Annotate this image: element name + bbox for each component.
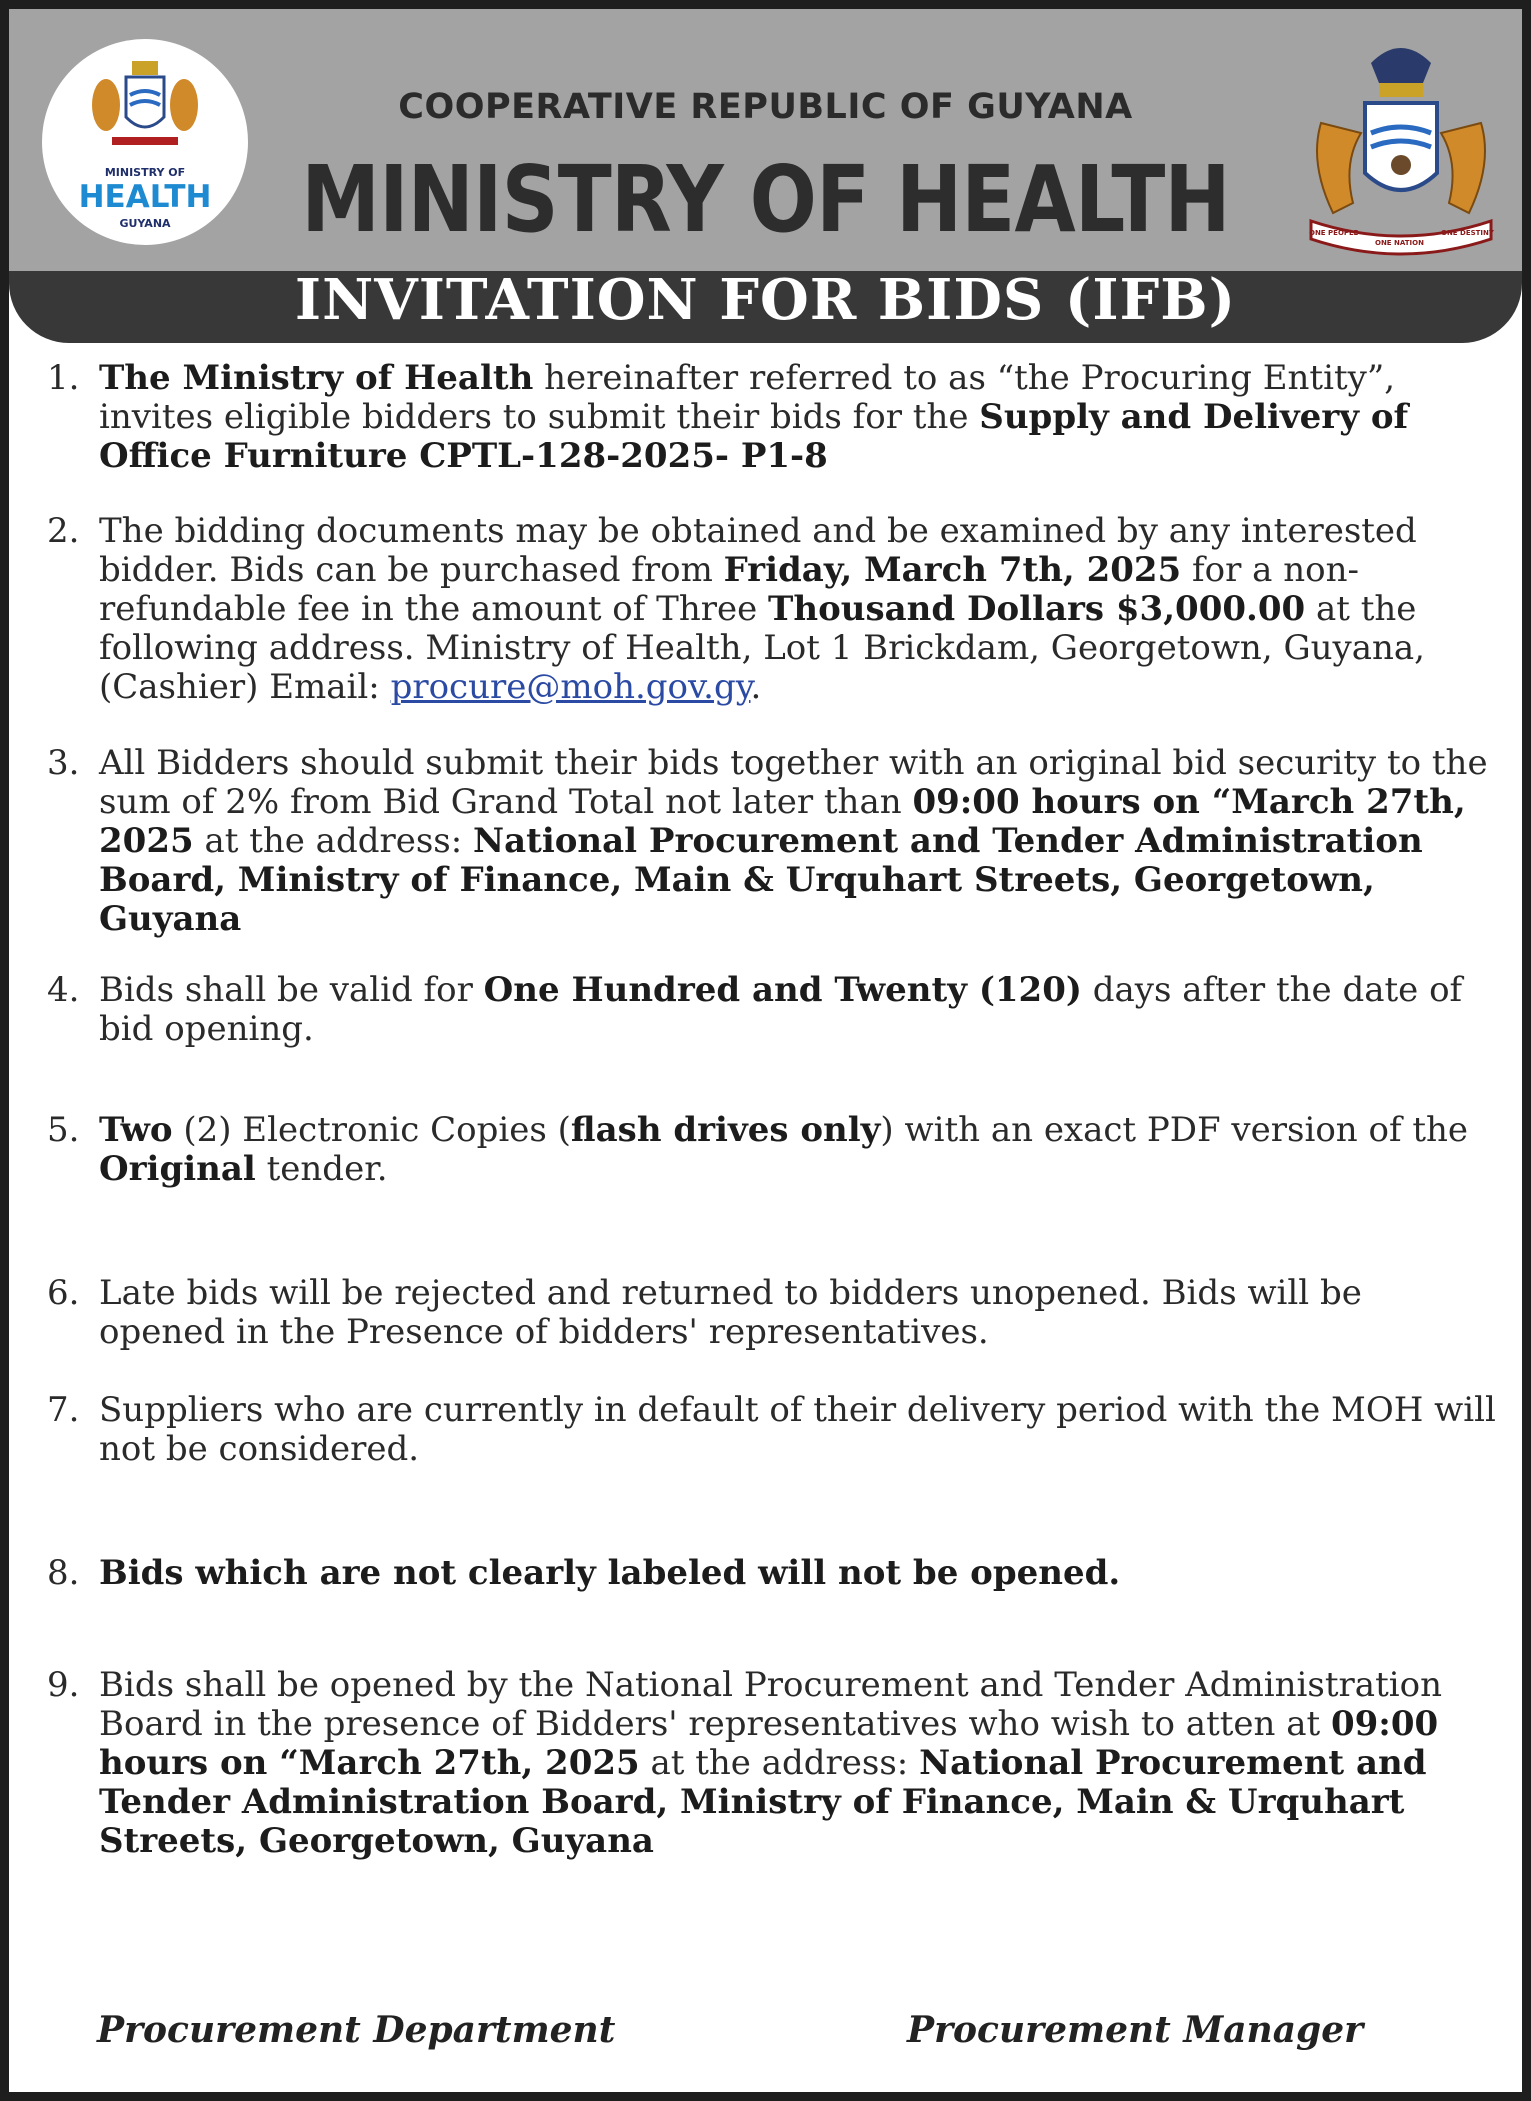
emphasis-text: National Procurement and Tender Administration Board, Ministry of Finance, Main & Urquhart Streets, Georgetown, Guyana: [99, 1743, 1427, 1861]
emphasis-text: 09:00 hours on “March 27th, 2025: [99, 782, 1466, 861]
emphasis-text: Thousand Dollars $3,000.00: [768, 589, 1306, 629]
logo-health-text: HEALTH: [78, 179, 212, 215]
emphasis-text: National Procurement and Tender Administration Board, Ministry of Finance, Main & Urquhart Streets, Georgetown, Guyana: [99, 821, 1423, 939]
motto-1: ONE PEOPLE: [1309, 229, 1359, 237]
coat-of-arms-icon: [1291, 33, 1511, 261]
coat-of-arms: [1291, 33, 1511, 261]
item-text: [99, 1554, 1497, 1593]
body-text: Late bids will be rejected and returned to bidders unopened. Bids will be opened in the Presence of bidders' representatives.: [99, 1273, 1362, 1352]
item-text: [99, 512, 1497, 707]
body-text: ) with an exact PDF version of the: [880, 1110, 1469, 1150]
emphasis-text: Two: [99, 1110, 173, 1150]
item-number: 7.: [47, 1390, 80, 1430]
ministry-title: MINISTRY OF HEALTH: [301, 146, 1230, 253]
item-number: 6.: [47, 1273, 80, 1313]
body-text: Bids shall be valid for: [99, 970, 484, 1010]
item-text: [99, 744, 1497, 939]
body-text: The bidding documents may be obtained and be examined by any interested bidder. Bids can be purchased from: [99, 511, 1417, 590]
item-text: [99, 1666, 1497, 1861]
body-text: Bids shall be opened by the National Procurement and Tender Administration Board in the presence of Bidders' representatives who wish to atten at: [99, 1665, 1442, 1744]
item-number: 4.: [47, 970, 80, 1010]
body-text: hereinafter referred to as “the Procuring Entity”, invites eligible bidders to submit their bids for the: [99, 358, 1396, 437]
item-number: 5.: [47, 1110, 80, 1150]
country-title: COOPERATIVE REPUBLIC OF GUYANA: [398, 87, 1133, 127]
item-number: 1.: [47, 358, 80, 398]
item-text: [99, 971, 1497, 1049]
item-number: 8.: [47, 1553, 80, 1593]
body-text: at the address:: [639, 1743, 920, 1783]
body-text: All Bidders should submit their bids together with an original bid security to the sum of 2% from Bid Grand Total not later than: [99, 743, 1488, 822]
emphasis-text: Supply and Delivery of Office Furniture CPTL-128-2025- P1-8: [99, 397, 1409, 476]
item-number: 3.: [47, 743, 80, 783]
emphasis-text: flash drives only: [570, 1110, 881, 1150]
emphasis-text: Bids which are not clearly labeled will not be opened.: [99, 1553, 1121, 1593]
emphasis-text: Original: [99, 1149, 256, 1189]
body-text: tender.: [255, 1149, 388, 1189]
header: [9, 9, 1522, 271]
emphasis-text: 09:00 hours on “March 27th, 2025: [99, 1704, 1439, 1783]
item-text: [99, 1274, 1497, 1352]
body-text: at the address:: [193, 821, 474, 861]
email-link[interactable]: procure@moh.gov.gy: [390, 667, 751, 707]
item-text: [99, 1111, 1497, 1189]
item-text: [99, 1391, 1497, 1469]
logo-top-text: MINISTRY OF: [104, 166, 186, 179]
motto-2: ONE NATION: [1375, 239, 1424, 247]
item-number: 2.: [47, 511, 80, 551]
item-number: 9.: [47, 1665, 80, 1705]
body-text: Suppliers who are currently in default of their delivery period with the MOH will not be considered.: [99, 1390, 1496, 1469]
item-text: [99, 359, 1497, 476]
signature-procurement-department: Procurement Department: [97, 2009, 616, 2051]
banner-title: INVITATION FOR BIDS (IFB): [294, 267, 1237, 333]
body-text: .: [750, 667, 762, 707]
body-text: for a non-refundable fee in the amount of Three: [99, 550, 1359, 629]
body-text: at the following address. Ministry of Health, Lot 1 Brickdam, Georgetown, Guyana, (Cashier) Email:: [99, 589, 1425, 707]
logo-bottom-text: GUYANA: [119, 217, 171, 230]
motto-3: ONE DESTINY: [1441, 229, 1494, 237]
body-text: days after the date of bid opening.: [99, 970, 1463, 1049]
emphasis-text: One Hundred and Twenty (120): [483, 970, 1082, 1010]
emphasis-text: Friday, March 7th, 2025: [723, 550, 1182, 590]
emphasis-text: The Ministry of Health: [99, 358, 534, 398]
body-text: (2) Electronic Copies (: [172, 1110, 571, 1150]
signature-procurement-manager: Procurement Manager: [907, 2009, 1364, 2051]
